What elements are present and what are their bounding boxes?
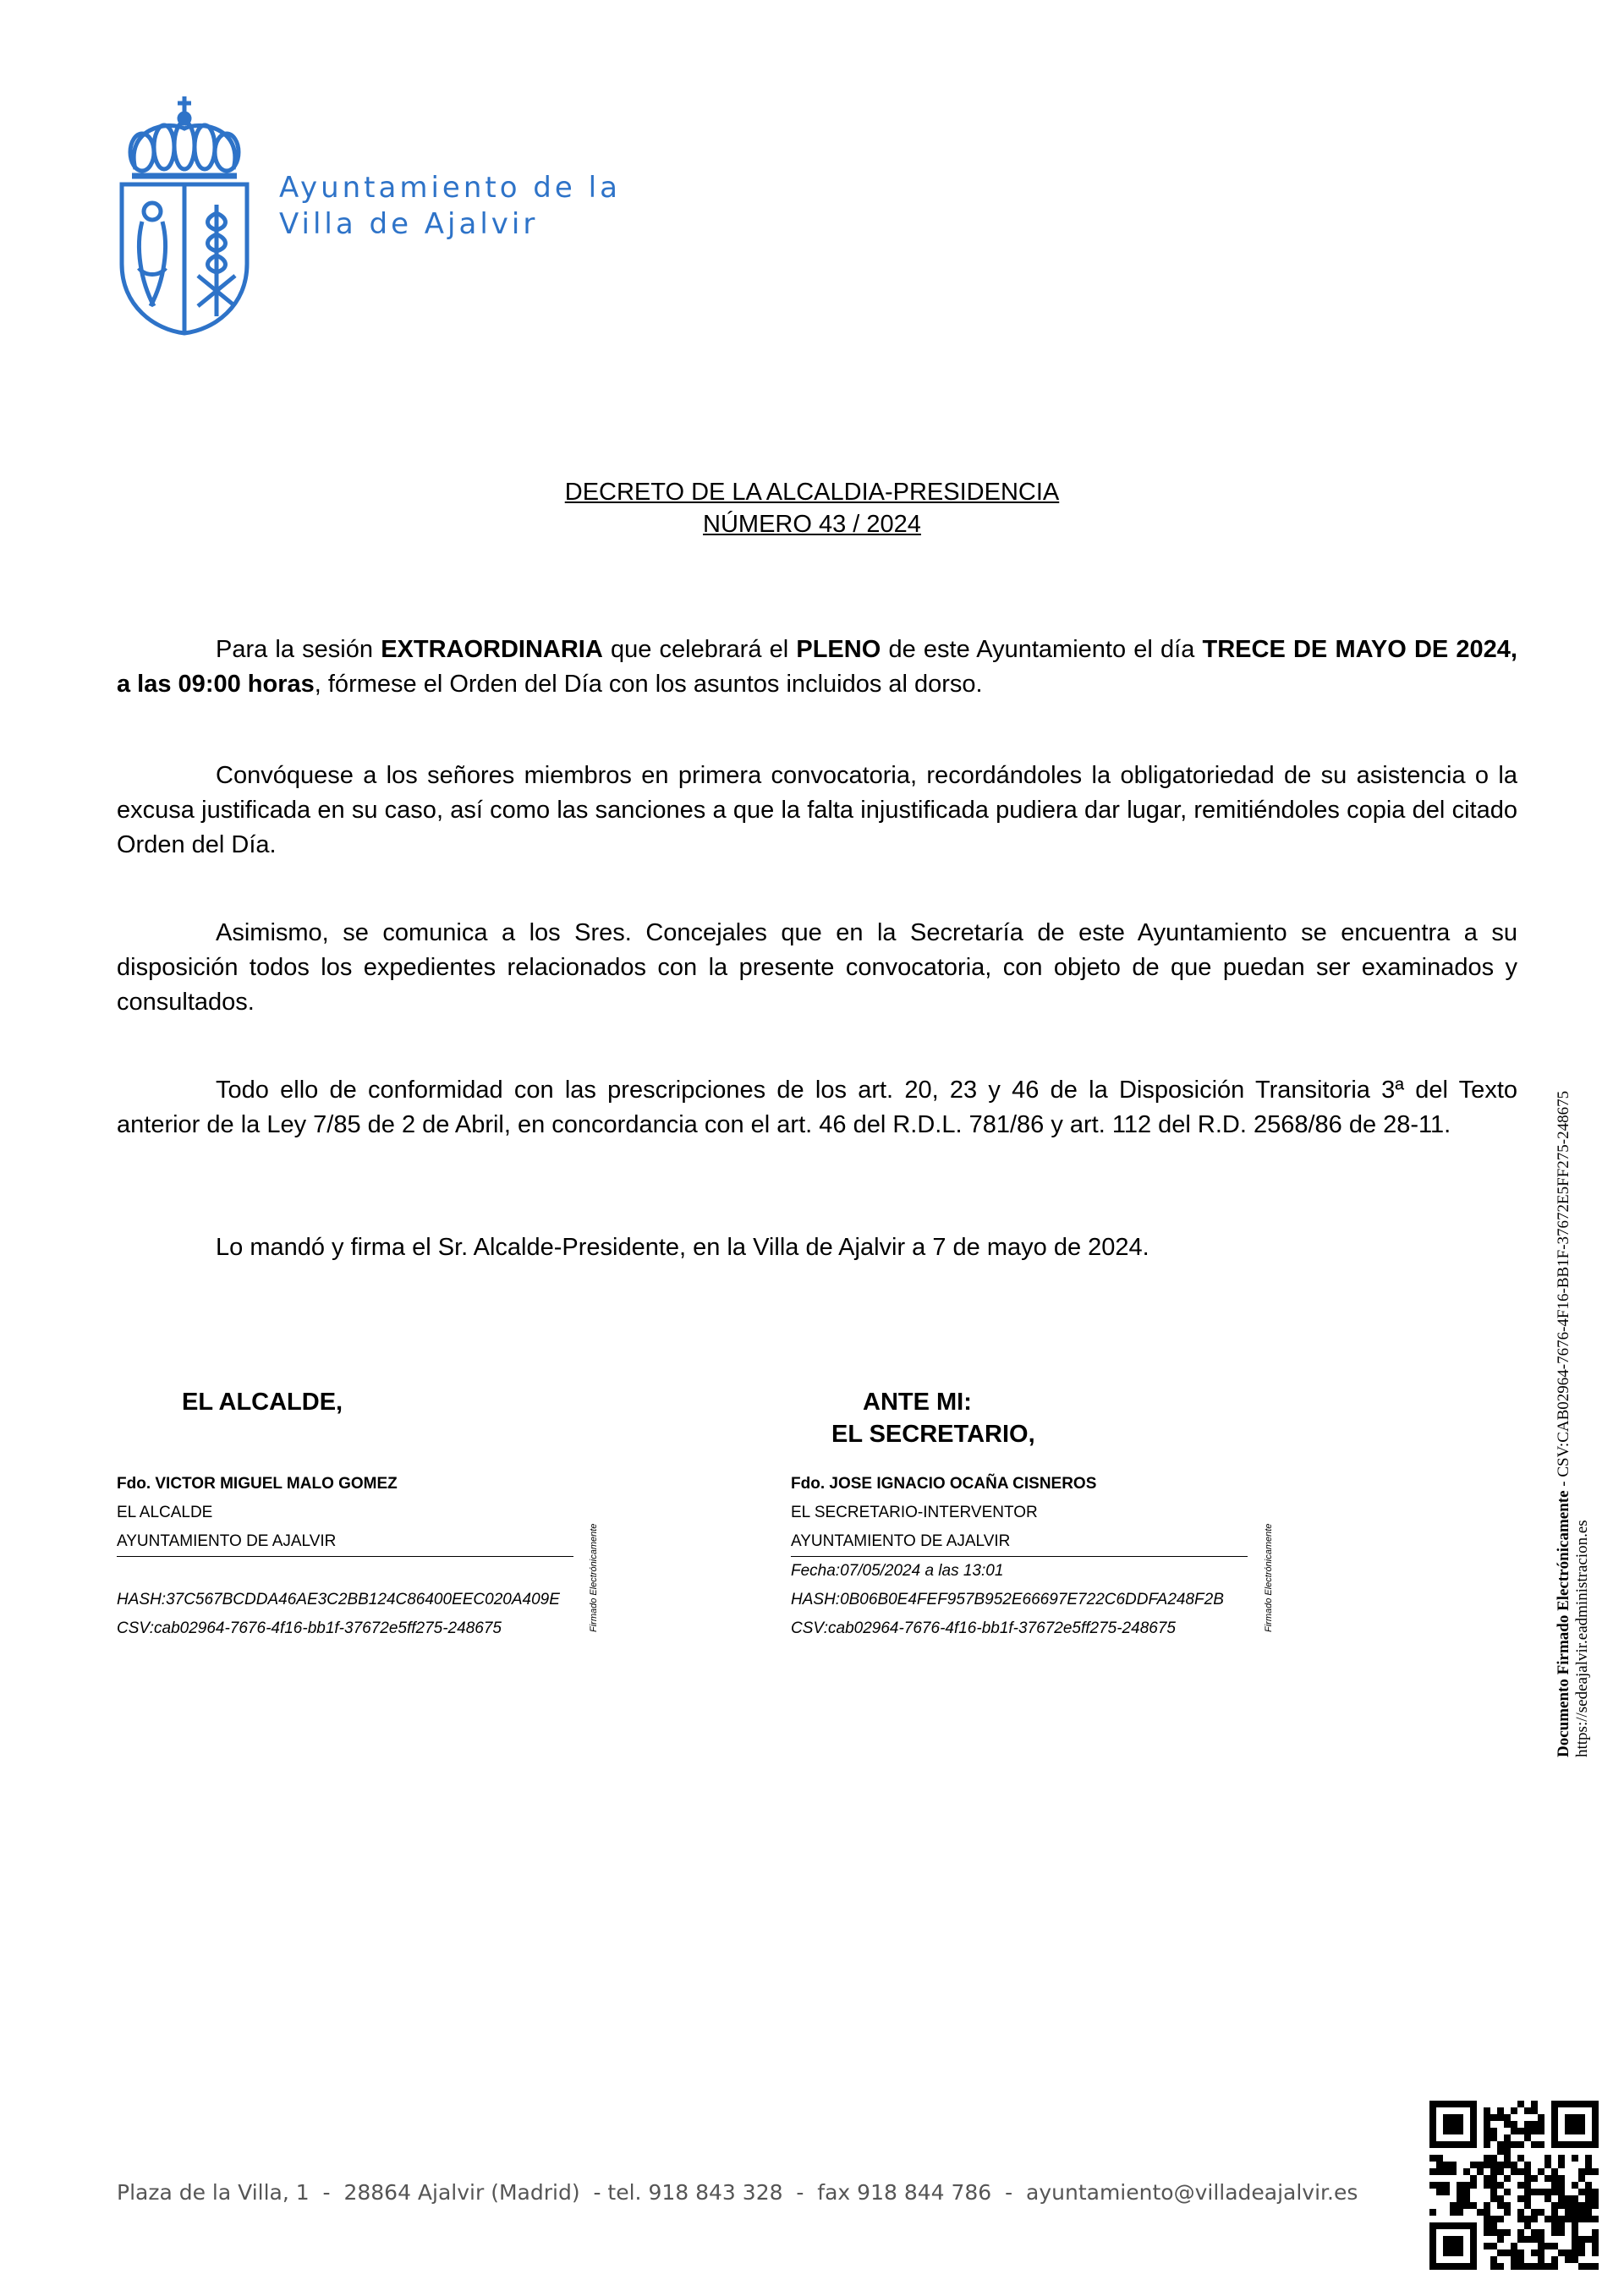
sidebar-csv: - CSV:CAB02964-7676-4F16-BB1F-37672E5FF275-248675 bbox=[1555, 1090, 1572, 1491]
organization-name-line1: Ayuntamiento de la bbox=[279, 171, 621, 205]
secretary-signer-name: Fdo. JOSE IGNACIO OCAÑA CISNEROS bbox=[791, 1475, 1097, 1493]
paragraph-session-segment: que celebrará el bbox=[602, 636, 797, 663]
paragraph-session-segment: TRECE DE MAYO DE 2024, a las 09:00 horas bbox=[117, 636, 1517, 698]
secretary-hash: HASH:0B06B0E4FEF957B952E66697E722C6DDFA248F2B bbox=[791, 1591, 1224, 1608]
secretary-stamp-label: Firmado Electrónicamente bbox=[1264, 1523, 1274, 1632]
secretary-csv: CSV:cab02964-7676-4f16-bb1f-37672e5ff275-248675 bbox=[791, 1619, 1176, 1637]
electronic-signature-sidebar bbox=[1555, 1091, 1592, 1757]
coat-of-arms-icon bbox=[117, 95, 252, 336]
sidebar-url[interactable]: https://sedeajalvir.eadministracion.es bbox=[1573, 1520, 1591, 1757]
mayor-stamp-label: Firmado Electrónicamente bbox=[589, 1523, 599, 1632]
paragraph-session bbox=[117, 633, 1517, 702]
paragraph-legal-basis: Todo ello de conformidad con las prescripciones de los art. 20, 23 y 46 de la Disposición Transitoria 3ª del Texto anterior de la Ley 7/85 de 2 de Abril, en concordancia con el art. 46 del R.D.L. 781/86 y art. 112 del R.D. 2568/86 de 28-11. bbox=[117, 1077, 1517, 1138]
decree-title: DECRETO DE LA ALCALDIA-PRESIDENCIA bbox=[564, 479, 1060, 506]
mayor-entity: AYUNTAMIENTO DE AJALVIR bbox=[117, 1527, 573, 1557]
mayor-heading: EL ALCALDE, bbox=[182, 1389, 343, 1416]
paragraph-session-segment: , fórmese el Orden del Día con los asuntos incluidos al dorso. bbox=[314, 671, 983, 698]
mayor-signature-block bbox=[117, 1470, 573, 1643]
organization-name-line2: Villa de Ajalvir bbox=[279, 207, 539, 241]
secretary-heading-line1: ANTE MI: bbox=[863, 1389, 972, 1416]
mayor-hash: HASH:37C567BCDDA46AE3C2BB124C86400EEC020A409E bbox=[117, 1591, 560, 1608]
sidebar-title: Documento Firmado Electrónicamente bbox=[1555, 1490, 1572, 1757]
mayor-signer-name: Fdo. VICTOR MIGUEL MALO GOMEZ bbox=[117, 1475, 398, 1493]
decree-number: NÚMERO 43 / 2024 bbox=[703, 511, 921, 538]
footer-contact: Plaza de la Villa, 1 - 28864 Ajalvir (Madrid) - tel. 918 843 328 - fax 918 844 786 - ayuntamiento@villadeajalvir.es bbox=[117, 2180, 1358, 2205]
paragraph-session-segment: de este Ayuntamiento el día bbox=[881, 636, 1203, 663]
mayor-role: EL ALCALDE bbox=[117, 1504, 213, 1521]
secretary-signature-block bbox=[791, 1470, 1248, 1643]
paragraph-session-segment: Para la sesión bbox=[216, 636, 381, 663]
paragraph-session-segment: EXTRAORDINARIA bbox=[381, 636, 603, 663]
secretary-role: EL SECRETARIO-INTERVENTOR bbox=[791, 1504, 1038, 1521]
secretary-heading-line2: EL SECRETARIO, bbox=[831, 1421, 1035, 1448]
qr-code-icon[interactable] bbox=[1429, 2101, 1599, 2270]
paragraph-closing: Lo mandó y firma el Sr. Alcalde-Presidente, en la Villa de Ajalvir a 7 de mayo de 2024. bbox=[216, 1234, 1149, 1261]
paragraph-session-segment: PLENO bbox=[796, 636, 881, 663]
mayor-csv: CSV:cab02964-7676-4f16-bb1f-37672e5ff275-248675 bbox=[117, 1619, 502, 1637]
secretary-date: Fecha:07/05/2024 a las 13:01 bbox=[791, 1562, 1004, 1580]
paragraph-files: Asimismo, se comunica a los Sres. Concejales que en la Secretaría de este Ayuntamiento se encuentra a su disposición todos los expedientes relacionados con la presente convocatoria, con objeto de que puedan ser examinados y consultados. bbox=[117, 919, 1517, 1016]
paragraph-convocation: Convóquese a los señores miembros en primera convocatoria, recordándoles la obligatoriedad de su asistencia o la excusa justificada en su caso, así como las sanciones a que la falta injustificada pudiera dar lugar, remitiéndoles copia del citado Orden del Día. bbox=[117, 762, 1517, 858]
secretary-entity: AYUNTAMIENTO DE AJALVIR bbox=[791, 1527, 1248, 1557]
